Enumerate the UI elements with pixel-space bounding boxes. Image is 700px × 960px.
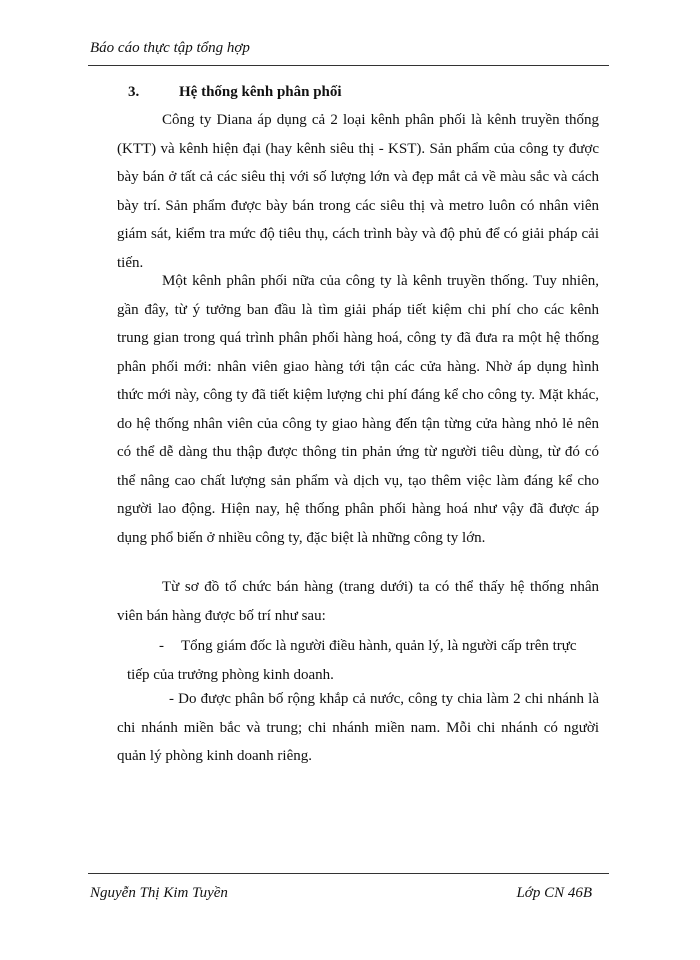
bullet-text-line-1: Tổng giám đốc là người điều hành, quản lý, là người cấp trên trực <box>181 638 577 654</box>
paragraph-3-text: Từ sơ đồ tổ chức bán hàng (trang dưới) ta có thể thấy hệ thống nhân viên bán hàng được bố trí như sau: <box>117 579 599 624</box>
section-number: 3. <box>128 84 140 100</box>
header-divider <box>88 65 609 66</box>
paragraph-3 <box>117 573 599 630</box>
paragraph-4 <box>117 685 599 771</box>
paragraph-2-text: Một kênh phân phối nữa của công ty là kênh truyền thống. Tuy nhiên, gần đây, từ ý tưởng ban đầu là tìm giải pháp tiết kiệm chi phí cho các kênh trung gian trong quá trình phân phối hàng hoá, công ty đã đưa ra một hệ thống phân phối mới: nhân viên giao hàng tới tận các cửa hàng. Nhờ áp dụng hình thức mới này, công ty đã tiết kiệm lượng chi phí đáng kể cho công ty. Mặt khác, do hệ thống nhân viên của công ty giao hàng đến tận từng cửa hàng nhỏ lẻ nên có thể dễ dàng thu thập được thông tin phản ứng từ người tiêu dùng, từ đó có thể nâng cao chất lượng sản phẩm và dịch vụ, tạo thêm việc làm đáng kể cho người lao động. Hiện nay, hệ thống phân phối hàng hoá như vậy đã được áp dụng phổ biến ở nhiều công ty, đặc biệt là những công ty lớn. <box>117 273 599 546</box>
footer-divider <box>88 873 609 874</box>
section-title: Hệ thống kênh phân phối <box>179 84 342 100</box>
paragraph-1 <box>117 106 599 277</box>
paragraph-2 <box>117 267 599 552</box>
bullet-dash: - <box>159 638 164 654</box>
page-header: Báo cáo thực tập tổng hợp <box>90 40 250 56</box>
bullet-text-line-2: tiếp của trưởng phòng kinh doanh. <box>127 666 334 683</box>
paragraph-4-text: - Do được phân bố rộng khắp cả nước, công ty chia làm 2 chi nhánh là chi nhánh miền bắc và trung; chi nhánh miền nam. Mỗi chi nhánh có người quản lý phòng kinh doanh riêng. <box>117 691 599 764</box>
paragraph-1-text: Công ty Diana áp dụng cả 2 loại kênh phân phối là kênh truyền thống (KTT) và kênh hiện đại (hay kênh siêu thị - KST). Sản phẩm của công ty được bày bán ở tất cả các siêu thị với số lượng lớn và đẹp mắt cả về màu sắc và cách bày trí. Sản phẩm được bày bán trong các siêu thị và metro luôn có nhân viên giám sát, kiểm tra mức độ tiêu thụ, cách trình bày và độ phủ để có giải pháp cải tiến. <box>117 112 599 271</box>
footer-class: Lớp CN 46B <box>516 885 592 901</box>
footer-author: Nguyễn Thị Kim Tuyền <box>90 885 228 901</box>
bullet-item <box>117 632 599 689</box>
section-heading <box>128 84 342 101</box>
